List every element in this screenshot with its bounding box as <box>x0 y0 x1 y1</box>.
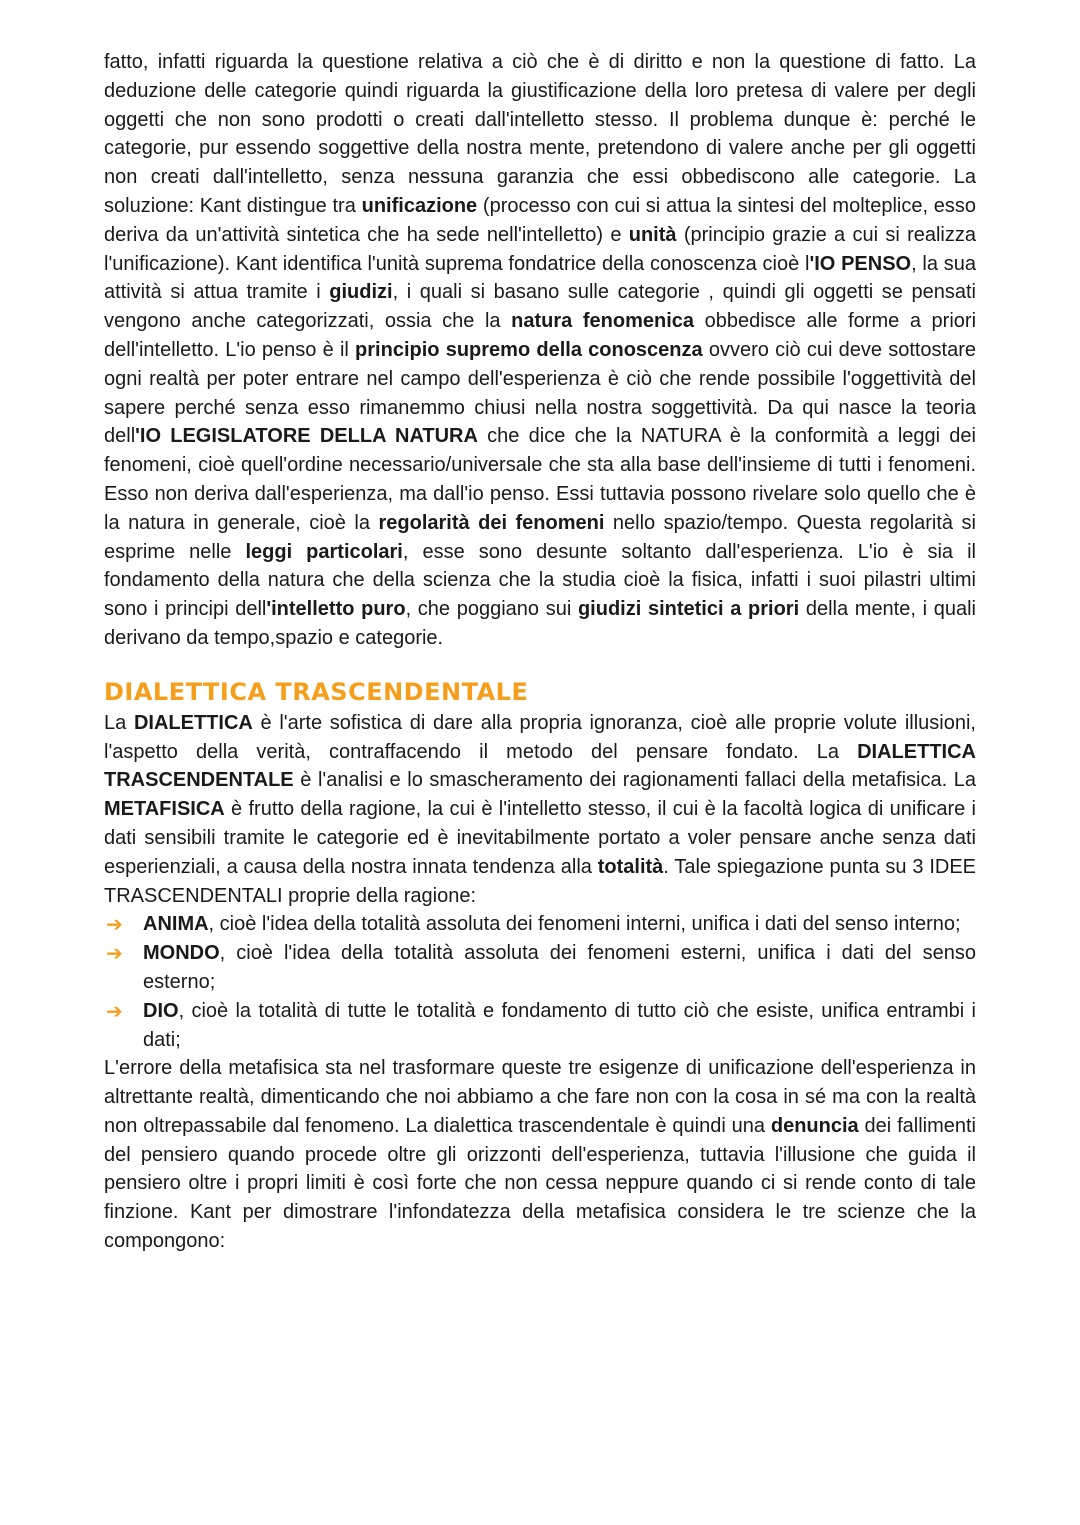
text-run: , cioè la totalità di tutte le totalità e fondamento di tutto ciò che esiste, unifica entrambi i dati; <box>143 999 976 1051</box>
bold-term: natura fenomenica <box>511 310 695 333</box>
list-item-text <box>143 1000 976 1051</box>
bold-term: leggi particolari <box>245 540 403 563</box>
bold-term: principio supremo della conoscenza <box>355 338 703 361</box>
bold-term: ANIMA <box>143 913 209 936</box>
bold-term: DIALETTICA TRASCENDENTALE <box>104 740 976 792</box>
text-run: della mente, i quali derivano da tempo,spazio e categorie. <box>104 598 976 649</box>
list-item-anima <box>104 910 976 939</box>
bold-term: denuncia <box>770 1114 859 1137</box>
text-run: , i quali si basano sulle categorie , quindi gli oggetti se pensati vengono anche categorizzati, ossia che la <box>104 281 976 333</box>
arrow-right-icon: ➔ <box>106 998 123 1023</box>
text-run: dei fallimenti del pensiero quando procede oltre gli orizzonti dell'esperienza, tuttavia l'illusione che guida il pensiero oltre i propri limiti è così forte che non cessa neppure quando ci si rende conto di tale finzione. Kant per dimostrare l'infondatezza della metafisica considera le tre scienze che la compongono: <box>104 1114 976 1253</box>
document-page <box>104 48 976 1256</box>
arrow-right-icon: ➔ <box>106 912 123 937</box>
text-run: La <box>104 711 134 734</box>
bold-term: METAFISICA <box>104 798 225 821</box>
arrow-right-icon: ➔ <box>106 941 123 966</box>
text-run: , esse sono desunte soltanto dall'esperienza. L'io è sia il fondamento della natura che della scienza che la studia cioè la fisica, infatti i suoi pilastri ultimi sono i principi dell <box>104 540 976 621</box>
text-run: , la sua attività si attua tramite i <box>104 252 977 304</box>
text-run: (principio grazie a cui si realizza l'unificazione). Kant identifica l'unità suprema fondatrice della conoscenza cioè l <box>104 223 976 275</box>
paragraph-conclusion <box>104 1054 976 1256</box>
bold-term: regolarità dei fenomeni <box>378 511 605 534</box>
text-run: obbedisce alle forme a priori dell'intelletto. L'io penso è il <box>104 310 977 361</box>
bold-term: unità <box>628 223 677 246</box>
list-item-text <box>143 942 976 993</box>
text-run: ovvero ciò cui deve sottostare ogni realtà per poter entrare nel campo dell'esperienza è ciò che rende possibile l'oggettività del sapere perché senza esso rimanemmo chiusi nella nostra soggettività. Da qui nasce la teoria dell <box>104 338 977 448</box>
bold-term: 'intelletto puro <box>266 598 406 621</box>
bold-term: DIALETTICA <box>133 711 253 734</box>
bold-term: giudizi sintetici a priori <box>577 598 800 621</box>
text-run: nello spazio/tempo. Questa regolarità si esprime nelle <box>104 511 976 563</box>
paragraph-deduzione <box>104 48 976 653</box>
text-run: , cioè l'idea della totalità assoluta dei fenomeni esterni, unifica i dati del senso esterno; <box>143 942 976 993</box>
text-run: è l'analisi e lo smascheramento dei ragionamenti fallaci della metafisica. La <box>293 769 976 792</box>
section-heading-dialettica: DIALETTICA TRASCENDENTALE <box>104 677 529 706</box>
paragraph-dialettica-intro <box>104 709 976 911</box>
text-run: L'errore della metafisica sta nel trasformare queste tre esigenze di unificazione dell'esperienza in altrettante realtà, dimenticando che noi abbiamo a che fare non con la cosa in sé ma con la realtà non oltrepassabile dal fenomeno. La dialettica trascendentale è quindi una <box>104 1057 976 1137</box>
text-run: (processo con cui si attua la sintesi del molteplice, esso deriva da un'attività sintetica che ha sede nell'intelletto) e <box>104 194 977 246</box>
bold-term: 'IO LEGISLATORE DELLA NATURA <box>135 425 478 448</box>
list-item-text <box>143 913 961 935</box>
bold-term: unificazione <box>361 194 478 217</box>
bold-term: DIO <box>143 999 179 1022</box>
bold-term: totalità <box>597 855 664 878</box>
ideas-list <box>104 910 976 1054</box>
text-run: , che poggiano sui <box>405 598 578 621</box>
list-item-dio <box>104 997 976 1055</box>
text-run: è l'arte sofistica di dare alla propria ignoranza, cioè alle proprie volute illusioni, l'aspetto della verità, contraffacendo il metodo del pensare fondato. La <box>104 711 976 763</box>
text-run: è frutto della ragione, la cui è l'intelletto stesso, il cui è la facoltà logica di unificare i dati sensibili tramite le categorie ed è inevitabilmente portato a voler pensare anche senza dati esperienziali, a causa della nostra innata tendenza alla <box>104 798 976 878</box>
bold-term: giudizi <box>329 281 393 304</box>
list-item-mondo <box>104 939 976 997</box>
text-run: , cioè l'idea della totalità assoluta dei fenomeni interni, unifica i dati del senso interno; <box>208 913 961 936</box>
bold-term: MONDO <box>143 942 220 965</box>
text-run: fatto, infatti riguarda la questione relativa a ciò che è di diritto e non la questione di fatto. La deduzione delle categorie quindi riguarda la giustificazione della loro pretesa di valere per degli oggetti che non sono prodotti o creati dall'intelletto stesso. Il problema dunque è: perché le categorie, pur essendo soggettive della nostra mente, pretendono di valere anche per gli oggetti non creati dall'intelletto, senza nessuna garanzia che essi obbediscono alle categorie. La soluzione: Kant distingue tra <box>104 51 976 217</box>
text-run: che dice che la NATURA è la conformità a leggi dei fenomeni, cioè quell'ordine necessario/universale che sta alla base dell'insieme di tutti i fenomeni. Esso non deriva dall'esperienza, ma dall'io penso. Essi tuttavia possono rivelare solo quello che è la natura in generale, cioè la <box>104 425 976 534</box>
bold-term: 'IO PENSO <box>809 252 912 275</box>
text-run: . Tale spiegazione punta su 3 IDEE TRASCENDENTALI proprie della ragione: <box>104 855 976 907</box>
